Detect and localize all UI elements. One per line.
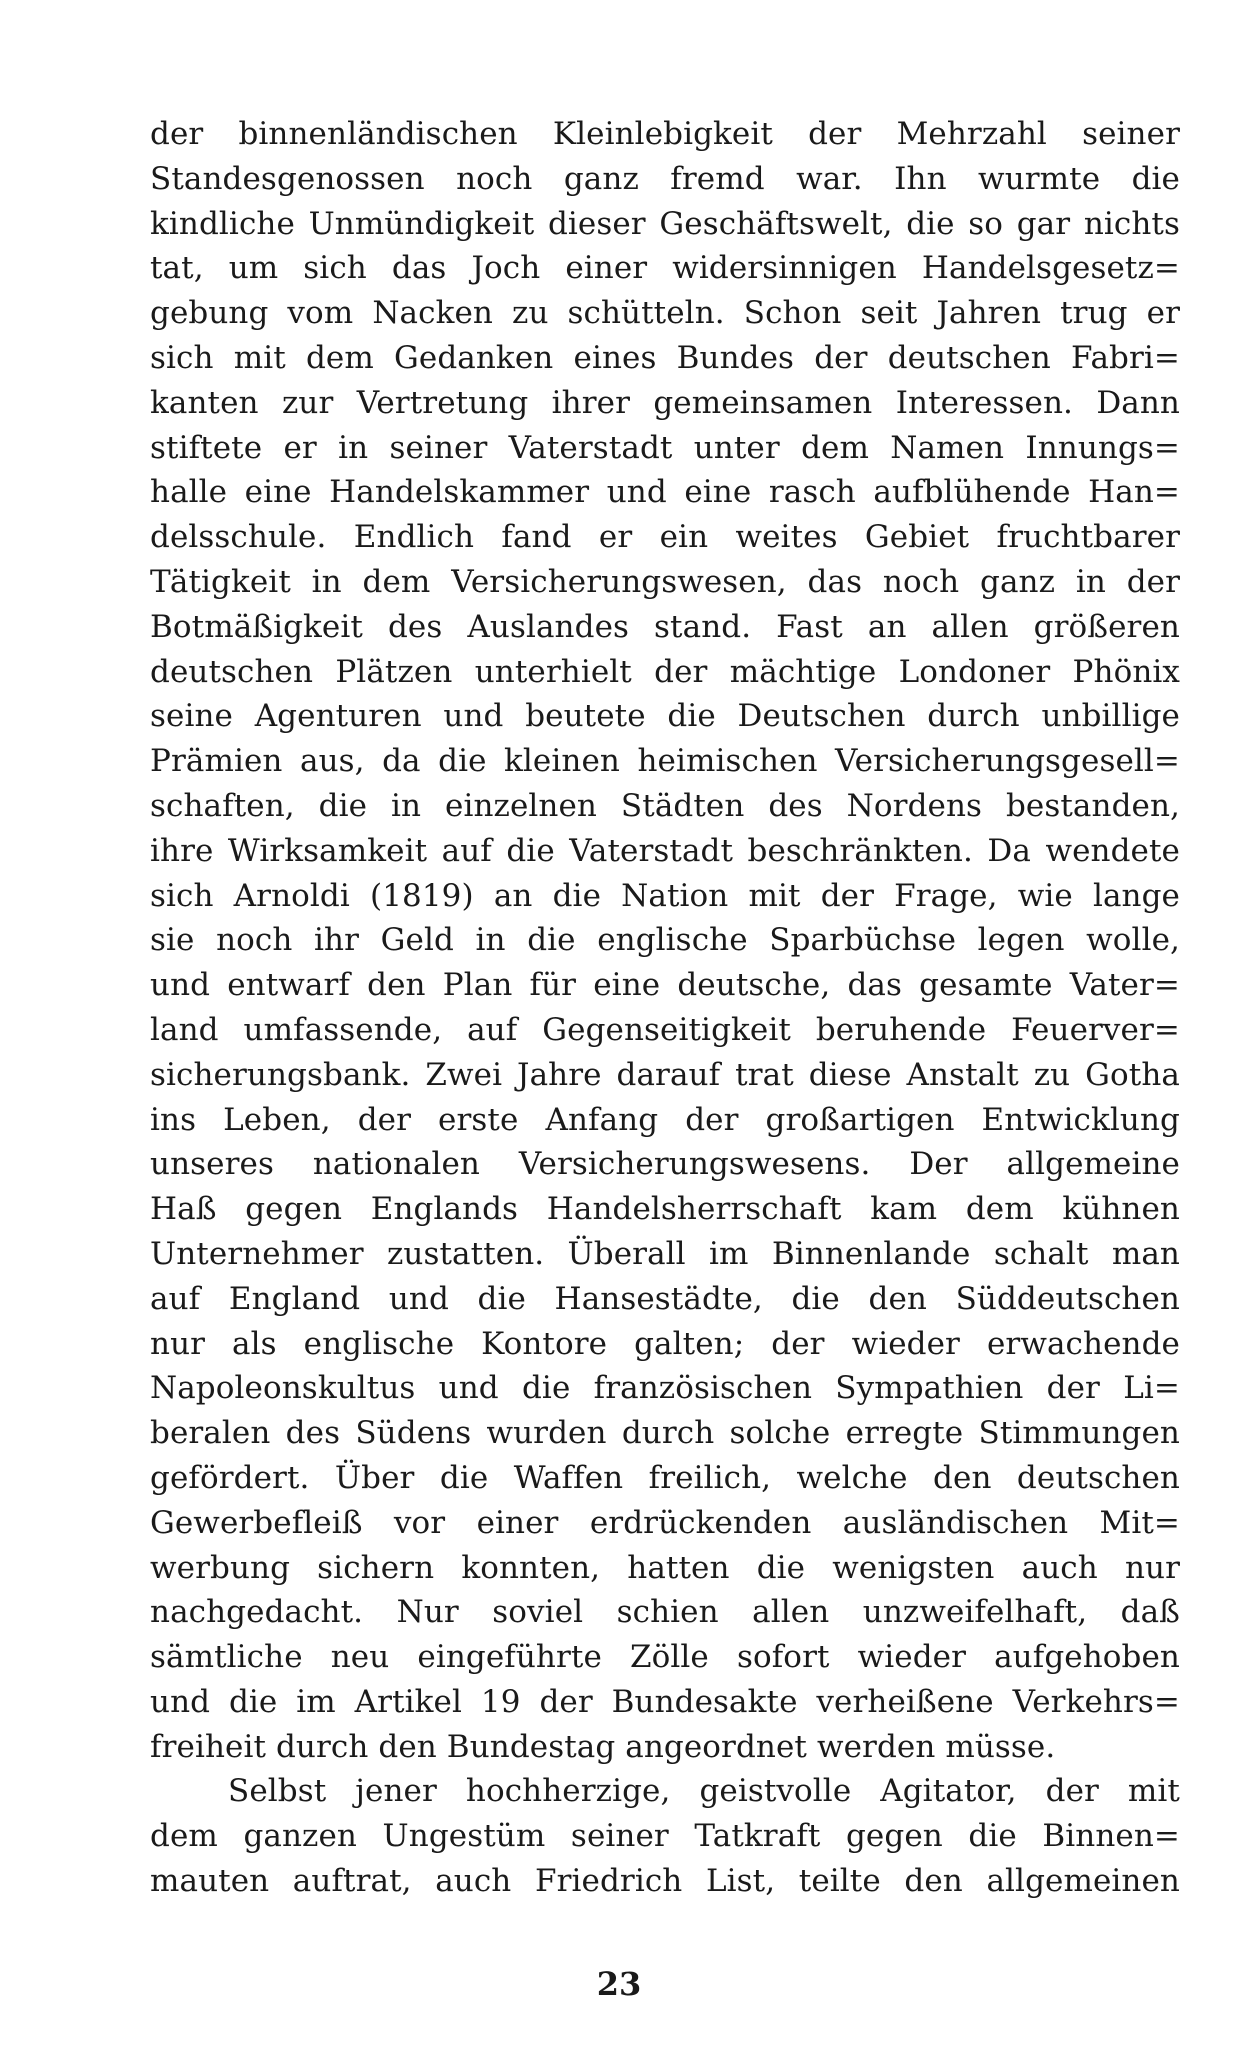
text-line: und entwarf den Plan für eine deutsche, das gesamte Vater= — [150, 967, 1180, 1004]
body-text — [150, 112, 1180, 1904]
page-number: 23 — [596, 1965, 642, 2003]
text-line: Gewerbefleiß vor einer erdrückenden ausländischen Mit= — [150, 1504, 1180, 1541]
text-line: freiheit durch den Bundestag angeordnet werden müsse. — [150, 1728, 1056, 1765]
text-line: dem ganzen Ungestüm seiner Tatkraft gegen die Binnen= — [150, 1818, 1180, 1855]
text-line: mauten auftrat, auch Friedrich List, teilte den allgemeinen — [150, 1863, 1180, 1900]
text-line: gebung vom Nacken zu schütteln. Schon seit Jahren trug er — [150, 295, 1180, 332]
text-line: Standesgenossen noch ganz fremd war. Ihn wurmte die — [150, 160, 1180, 197]
text-line: werbung sichern konnten, hatten die wenigsten auch nur — [150, 1549, 1180, 1586]
text-line: Unternehmer zustatten. Überall im Binnenlande schalt man — [150, 1235, 1180, 1272]
text-line: Haß gegen Englands Handelsherrschaft kam dem kühnen — [150, 1191, 1180, 1228]
text-line: schaften, die in einzelnen Städten des Nordens bestanden, — [150, 787, 1180, 824]
text-line: deutschen Plätzen unterhielt der mächtige Londoner Phönix — [150, 653, 1180, 690]
text-line: ihre Wirksamkeit auf die Vaterstadt beschränkten. Da wendete — [150, 832, 1180, 869]
text-line: sämtliche neu eingeführte Zölle sofort wieder aufgehoben — [150, 1639, 1180, 1676]
text-line: unseres nationalen Versicherungswesens. Der allgemeine — [150, 1146, 1180, 1183]
text-line: ins Leben, der erste Anfang der großartigen Entwicklung — [150, 1101, 1180, 1138]
text-line: gefördert. Über die Waffen freilich, welche den deutschen — [150, 1459, 1180, 1496]
text-line: stiftete er in seiner Vaterstadt unter dem Namen Innungs= — [150, 429, 1180, 466]
text-line: kanten zur Vertretung ihrer gemeinsamen Interessen. Dann — [150, 384, 1180, 421]
text-line: tat, um sich das Joch einer widersinnigen Handelsgesetz= — [150, 250, 1180, 287]
text-line: Botmäßigkeit des Auslandes stand. Fast an allen größeren — [150, 608, 1180, 645]
text-line: sicherungsbank. Zwei Jahre darauf trat diese Anstalt zu Gotha — [150, 1056, 1180, 1093]
text-line: Napoleonskultus und die französischen Sympathien der Li= — [150, 1370, 1180, 1407]
text-line: halle eine Handelskammer und eine rasch aufblühende Han= — [150, 474, 1180, 511]
text-line: auf England und die Hansestädte, die den Süddeutschen — [150, 1280, 1180, 1317]
text-line: delsschule. Endlich fand er ein weites Gebiet fruchtbarer — [150, 519, 1180, 556]
text-line: sich mit dem Gedanken eines Bundes der deutschen Fabri= — [150, 339, 1180, 376]
text-line: Tätigkeit in dem Versicherungswesen, das noch ganz in der — [150, 563, 1180, 600]
text-line: nur als englische Kontore galten; der wieder erwachende — [150, 1325, 1180, 1362]
text-line: seine Agenturen und beutete die Deutschen durch unbillige — [150, 698, 1180, 735]
text-line: nachgedacht. Nur soviel schien allen unzweifelhaft, daß — [150, 1594, 1180, 1631]
text-line: sie noch ihr Geld in die englische Sparbüchse legen wolle, — [150, 922, 1180, 959]
text-line: der binnenländischen Kleinlebigkeit der Mehrzahl seiner — [150, 116, 1180, 152]
text-line: Prämien aus, da die kleinen heimischen Versicherungsgesell= — [150, 743, 1180, 780]
text-line: land umfassende, auf Gegenseitigkeit beruhende Feuerver= — [150, 1011, 1180, 1048]
text-line: kindliche Unmündigkeit dieser Geschäftswelt, die so gar nichts — [150, 205, 1180, 242]
text-line: Selbst jener hochherzige, geistvolle Agitator, der mit — [228, 1773, 1180, 1810]
text-line: und die im Artikel 19 der Bundesakte verheißene Verkehrs= — [150, 1683, 1180, 1720]
text-line: sich Arnoldi (1819) an die Nation mit der Frage, wie lange — [150, 877, 1180, 914]
text-line: beralen des Südens wurden durch solche erregte Stimmungen — [150, 1415, 1180, 1452]
